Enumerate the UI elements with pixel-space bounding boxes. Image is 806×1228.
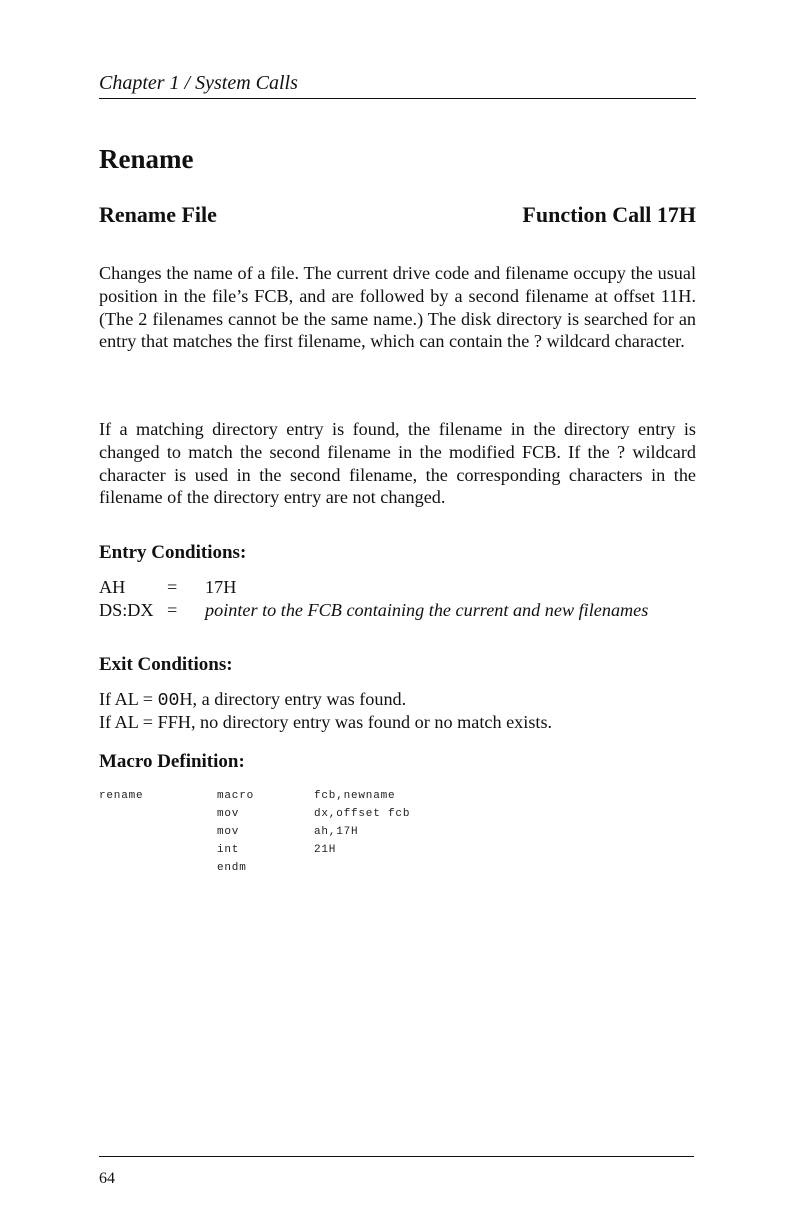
exit-conditions-heading: Exit Conditions: <box>99 654 233 675</box>
code-args: ah,17H <box>314 826 359 838</box>
page-number: 64 <box>99 1170 115 1187</box>
description-paragraph: If a matching directory entry is found, the filename in the directory entry is changed to match the second filename in the modified FCB. If the ? wildcard character is used in the second filename, the corresponding characters in the filename of the directory entry are not changed. <box>99 419 696 508</box>
code-args: 21H <box>314 844 337 856</box>
equals-sign: = <box>167 600 178 620</box>
footer-rule <box>99 1156 694 1157</box>
macro-code-block <box>99 787 474 877</box>
code-op: mov <box>217 808 240 820</box>
macro-definition-heading: Macro Definition: <box>99 751 245 772</box>
register-value: 17H <box>205 577 237 597</box>
code-line <box>99 805 474 823</box>
code-label <box>99 805 217 823</box>
code-args: dx,offset fcb <box>314 808 411 820</box>
code-line <box>99 859 474 877</box>
exit-condition-line <box>99 688 696 713</box>
exit-condition-line: If AL = FFH, no directory entry was found or no match exists. <box>99 712 553 732</box>
exit-condition-suffix: H, a directory entry was found. <box>179 689 407 709</box>
code-op: macro <box>217 790 255 802</box>
function-name: Rename File <box>99 202 217 227</box>
description-paragraph: Changes the name of a file. The current drive code and filename occupy the usual position in the file’s FCB, and are followed by a second filename at offset 11H. (The 2 filenames cannot be the same name.) The disk directory is searched for an entry that matches the first filename, which can contain the ? wildcard character. <box>99 263 696 352</box>
register-name: AH <box>99 577 126 597</box>
section-title: Rename <box>99 144 194 174</box>
code-op: int <box>217 844 240 856</box>
code-label <box>99 841 217 859</box>
register-value: pointer to the FCB containing the current and new filenames <box>205 600 649 620</box>
function-call-number: Function Call 17H <box>522 202 696 227</box>
code-label <box>99 859 217 877</box>
running-header: Chapter 1 / System Calls <box>99 70 696 99</box>
exit-condition-code: 00 <box>157 691 180 711</box>
entry-condition-row <box>99 576 696 599</box>
code-label <box>99 823 217 841</box>
code-args: fcb,newname <box>314 790 396 802</box>
subhead-row <box>99 200 696 230</box>
code-line <box>99 787 474 805</box>
code-label: rename <box>99 790 144 802</box>
entry-conditions-heading: Entry Conditions: <box>99 542 247 563</box>
code-args <box>314 859 474 877</box>
equals-sign: = <box>167 577 178 597</box>
entry-condition-row <box>99 599 696 622</box>
code-line <box>99 823 474 841</box>
code-op: endm <box>217 862 247 874</box>
register-name: DS:DX <box>99 600 154 620</box>
code-op: mov <box>217 826 240 838</box>
code-line <box>99 841 474 859</box>
exit-condition-prefix: If AL = <box>99 689 158 709</box>
